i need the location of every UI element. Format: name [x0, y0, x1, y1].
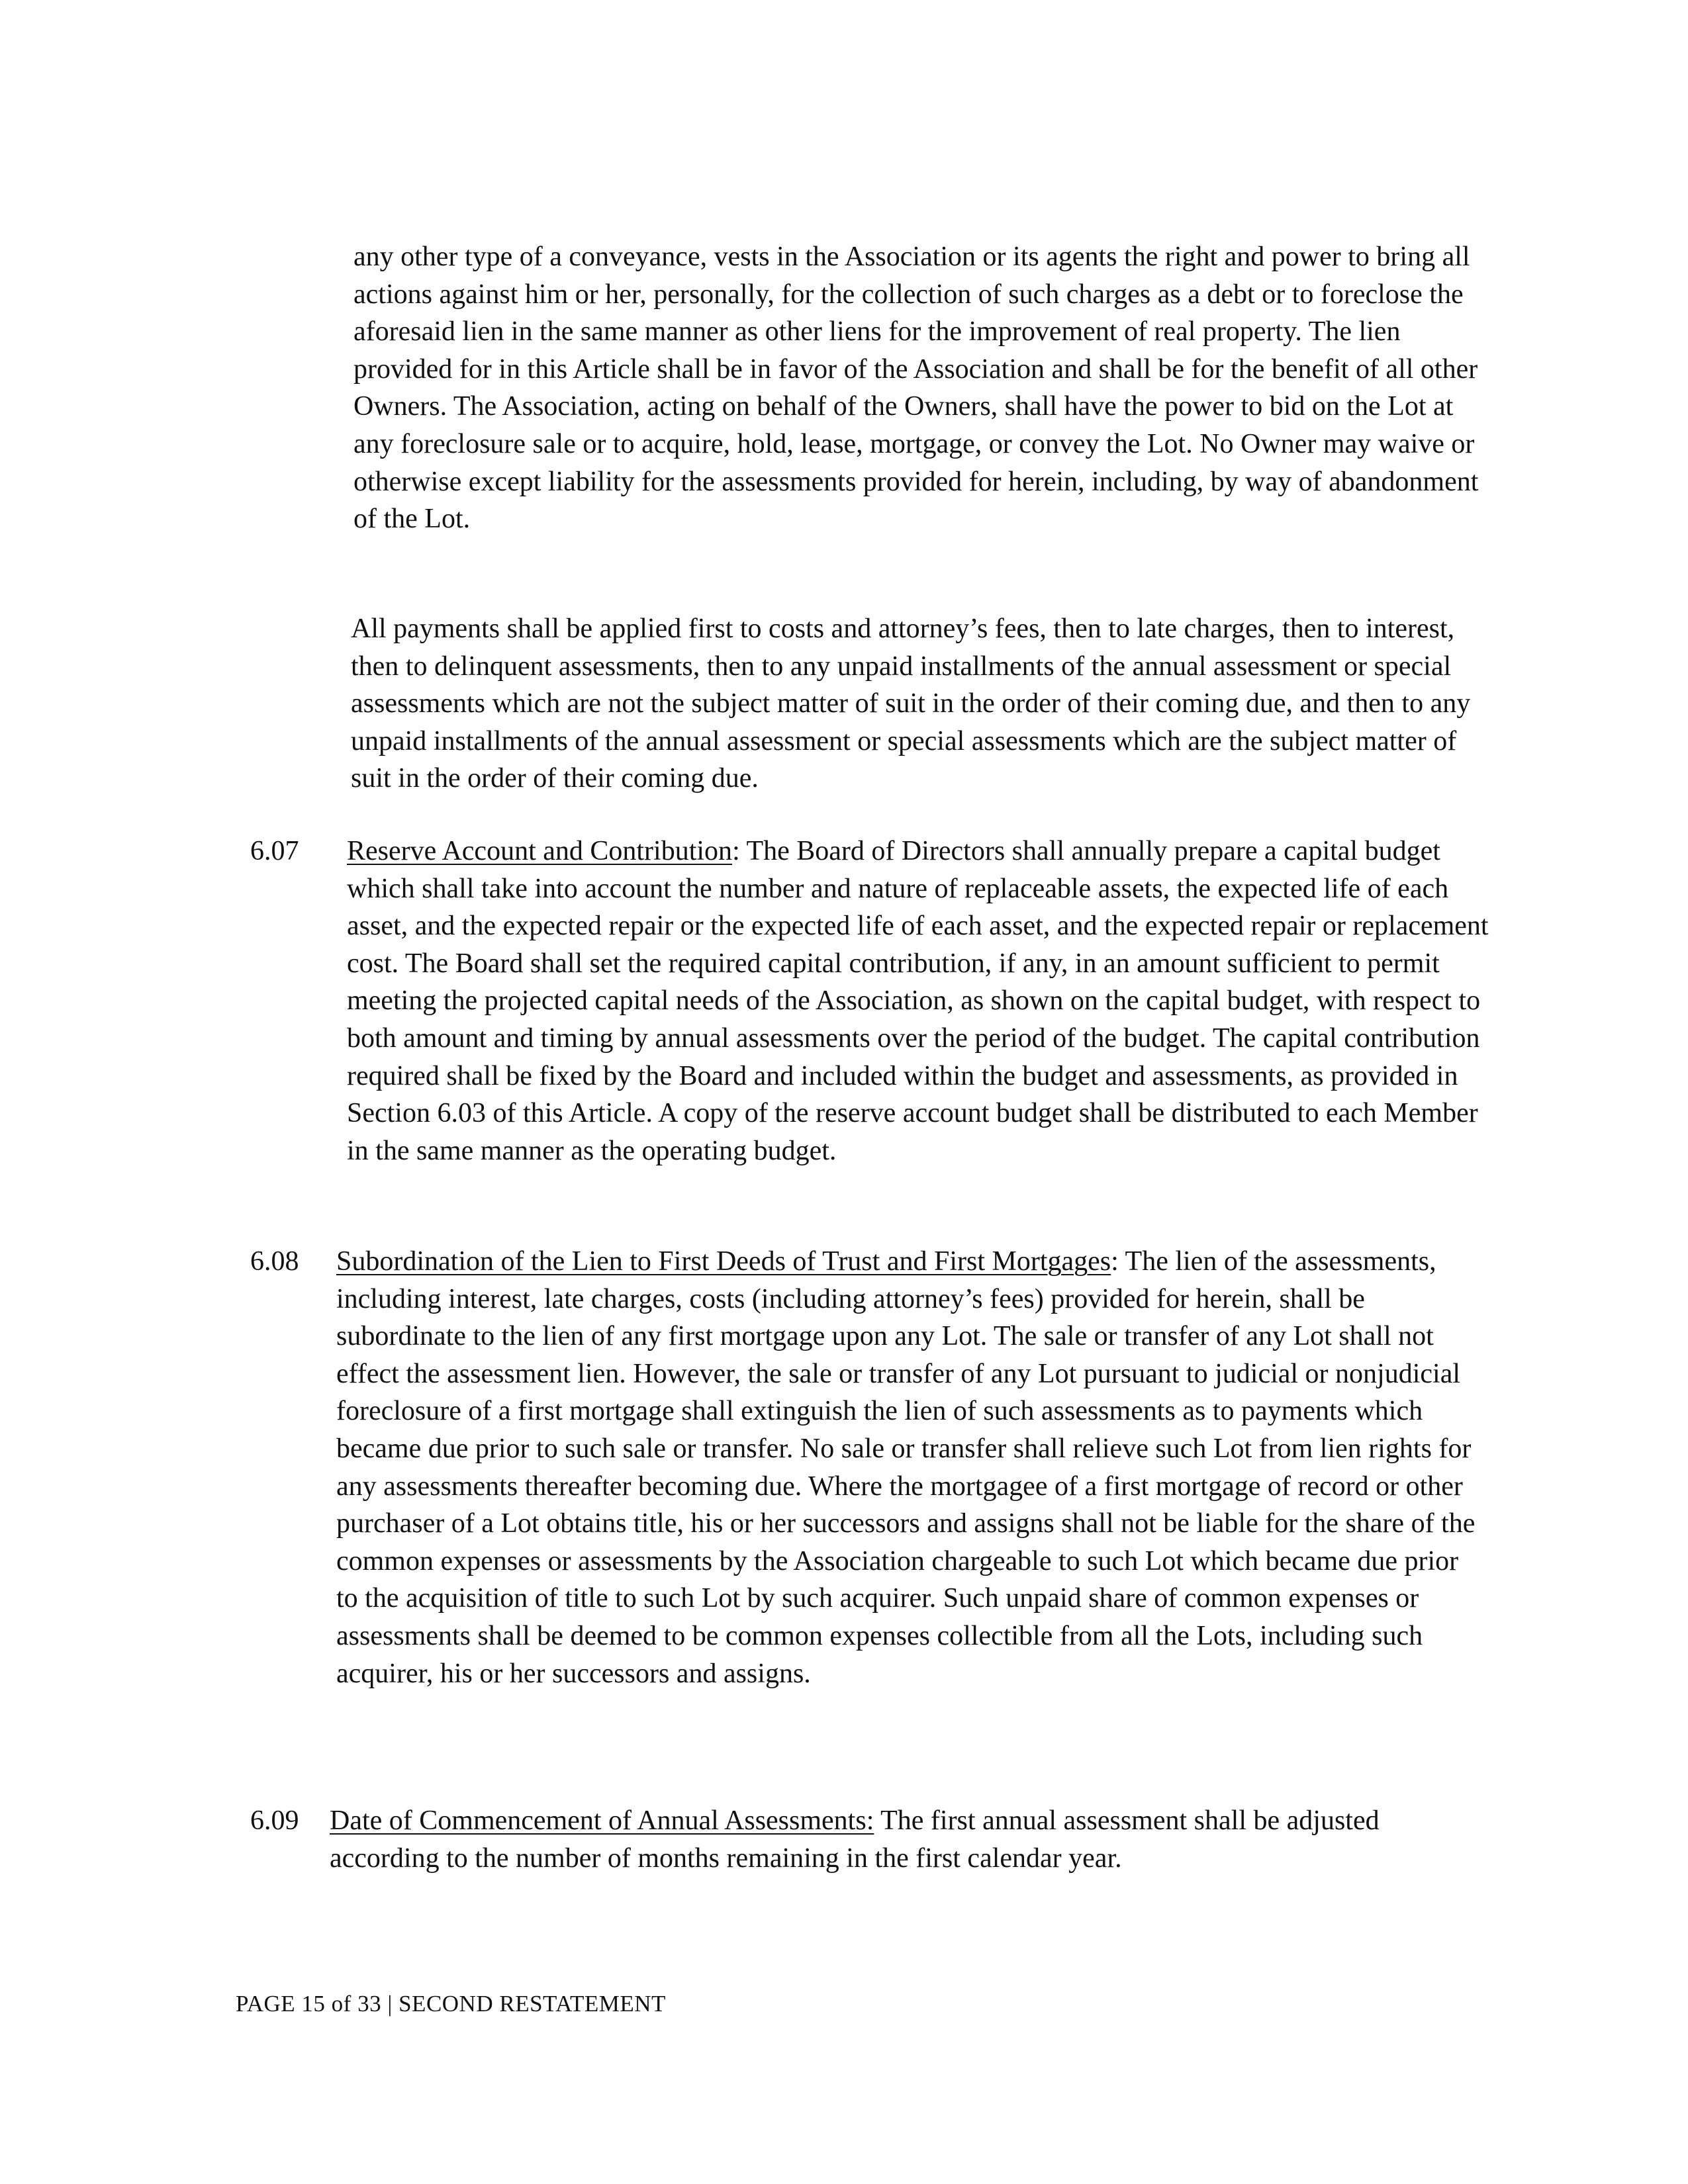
continuation-paragraph: any other type of a conveyance, vests in the Association or its agents the right and power to bring all actions against him or her, personally, for the collection of such charges as a debt or to foreclose the aforesaid lien in the same manner as other liens for the improvement of real property. The lien provided for in this Article shall be in favor of the Association and shall be for the benefit of all other Owners. The Association, acting on behalf of the Owners, shall have the power to bid on the Lot at any foreclosure sale or to acquire, hold, lease, mortgage, or convey the Lot. No Owner may waive or otherwise except liability for the assessments provided for herein, including, by way of abandonment of the Lot. [353, 242, 1479, 535]
section-number: 6.09 [250, 1805, 299, 1836]
section-title-separator: : [732, 836, 740, 866]
page-footer: PAGE 15 of 33 | SECOND RESTATEMENT [236, 1991, 666, 2017]
section-title: Date of Commencement of Annual Assessments: [330, 1805, 874, 1836]
section-body: The first annual assessment shall be adjusted according to the number of months remaining in the first calendar year. [330, 1805, 1380, 1874]
section-number: 6.07 [250, 836, 299, 866]
section-number: 6.08 [250, 1246, 299, 1277]
section-body: The Board of Directors shall annually prepare a capital budget which shall take into account the number and nature of replaceable assets, the expected life of each asset, and the expected repair or the expected life of each asset, and the expected repair or replacement cost. The Board shall set the required capital contribution, if any, in an amount sufficient to permit meeting the projected capital needs of the Association, as shown on the capital budget, with respect to both amount and timing by annual assessments over the period of the budget. The capital contribution required shall be fixed by the Board and included within the budget and assessments, as provided in Section 6.03 of this Article. A copy of the reserve account budget shall be distributed to each Member in the same manner as the operating budget. [347, 836, 1489, 1166]
section-title: Reserve Account and Contribution [347, 836, 733, 866]
section-text [347, 833, 1492, 1169]
section-text [336, 1243, 1481, 1692]
payments-paragraph: All payments shall be applied first to costs and attorney’s fees, then to late charges, then to interest, then to delinquent assessments, then to any unpaid installments of the annual assessment or special assessments which are not the subject matter of suit in the order of their coming due, and then to any unpaid installments of the annual assessment or special assessments which are the subject matter of suit in the order of their coming due. [351, 614, 1471, 794]
section-title-separator: : [1111, 1246, 1119, 1277]
section-text [330, 1802, 1475, 1877]
section-title: Subordination of the Lien to First Deeds of Trust and First Mortgages [336, 1246, 1111, 1277]
section-body: The lien of the assessments, including interest, late charges, costs (including attorney’s fees) provided for herein, shall be subordinate to the lien of any first mortgage upon any Lot. The sale or transfer of any Lot shall not effect the assessment lien. However, the sale or transfer of any Lot pursuant to judicial or nonjudicial foreclosure of a first mortgage shall extinguish the lien of such assessments as to payments which became due prior to such sale or transfer. No sale or transfer shall relieve such Lot from lien rights for any assessments thereafter becoming due. Where the mortgagee of a first mortgage of record or other purchaser of a Lot obtains title, his or her successors and assigns shall not be liable for the share of the common expenses or assessments by the Association chargeable to such Lot which became due prior to the acquisition of title to such Lot by such acquirer. Such unpaid share of common expenses or assessments shall be deemed to be common expenses collectible from all the Lots, including such acquirer, his or her successors and assigns. [336, 1246, 1476, 1689]
